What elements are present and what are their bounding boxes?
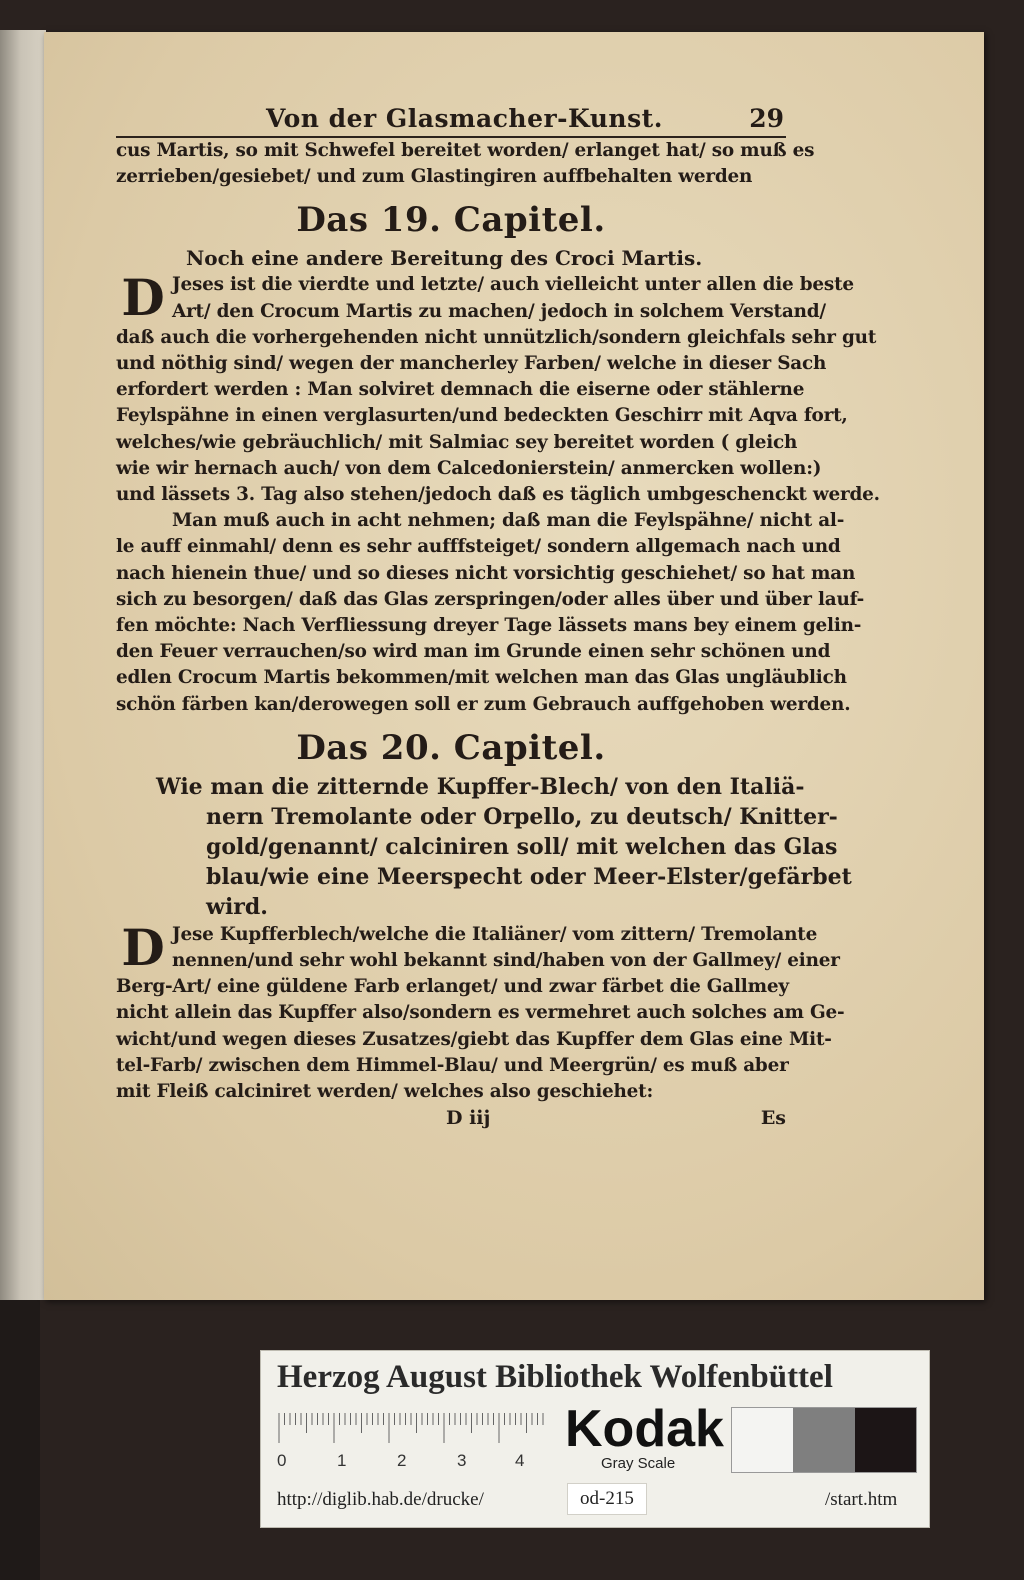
drop-cap-initial: D xyxy=(121,268,165,328)
kodak-logo: Kodak xyxy=(565,1400,724,1458)
ruler-number: 0 xyxy=(277,1451,287,1470)
chapter-20-subtitle-line: wird. xyxy=(206,893,268,920)
text-line: Jeses ist die vierdte und letzte/ auch vielleicht unter allen die beste xyxy=(172,274,854,296)
url-prefix: http://diglib.hab.de/drucke/ xyxy=(277,1489,484,1510)
book-page xyxy=(44,32,984,1300)
chapter-19-subtitle: Noch eine andere Bereitung des Croci Martis. xyxy=(186,246,703,271)
shelfmark: od-215 xyxy=(567,1483,647,1515)
text-line: nennen/und sehr wohl bekannt sind/haben von der Gallmey/ einer xyxy=(172,950,840,972)
library-name: Herzog August Bibliothek Wolfenbüttel xyxy=(277,1359,833,1395)
page-text xyxy=(116,104,880,1137)
text-line: mit Fleiß calciniret werden/ welches also geschiehet: xyxy=(116,1081,654,1103)
swatch-white xyxy=(732,1408,793,1472)
text-line: schön färben kan/derowegen soll er zum Gebrauch auffgehoben werden. xyxy=(116,693,851,715)
text-line: wie wir hernach auch/ von dem Calcedonierstein/ anmercken wollen:) xyxy=(116,457,822,479)
catchword: Es xyxy=(760,1107,786,1130)
ruler-number: 4 xyxy=(515,1451,525,1470)
gray-scale-label: Gray Scale xyxy=(601,1455,676,1472)
text-line: cus Martis, so mit Schwefel bereitet worden/ erlanget hat/ so muß es xyxy=(116,140,815,161)
chapter-19-heading: Das 19. Capitel. xyxy=(296,200,606,241)
chapter-20-subtitle-line: blau/wie eine Meerspecht oder Meer-Elster/gefärbet xyxy=(206,863,852,890)
text-line: le auff einmahl/ denn es sehr aufffsteiget/ sondern allgemach nach und xyxy=(116,536,841,558)
text-line: nach hienein thue/ und so dieses nicht vorsichtig geschiehet/ so hat man xyxy=(116,562,856,584)
gray-scale-swatches xyxy=(731,1407,917,1473)
library-scan-label xyxy=(260,1350,930,1528)
text-line: den Feuer verrauchen/so wird man im Grunde einen sehr schönen und xyxy=(116,641,831,663)
signature-mark: D iij xyxy=(446,1107,491,1130)
ruler-number: 1 xyxy=(337,1451,347,1470)
text-line: sich zu besorgen/ daß das Glas zerspringen/oder alles über und über lauf- xyxy=(116,588,865,610)
chapter-20-subtitle-line: Wie man die zitternde Kupffer-Blech/ von den Italiä- xyxy=(156,773,805,800)
text-line: tel-Farb/ zwischen dem Himmel-Blau/ und Meergrün/ es muß aber xyxy=(116,1054,789,1076)
swatch-gray xyxy=(793,1408,854,1472)
chapter-20-heading: Das 20. Capitel. xyxy=(296,727,606,768)
chapter-20-body xyxy=(116,917,845,1105)
url-suffix: /start.htm xyxy=(825,1489,898,1510)
drop-cap-initial: D xyxy=(121,917,165,977)
running-head-title: Von der Glasmacher-Kunst. xyxy=(266,104,663,133)
page-number: 29 xyxy=(749,104,784,133)
chapter-20-subtitle-line: nern Tremolante oder Orpello, zu deutsch/ Knitter- xyxy=(206,803,838,830)
ruler-number: 3 xyxy=(457,1451,467,1470)
text-line: erfordert werden : Man solviret demnach die eiserne oder stählerne xyxy=(116,379,805,401)
text-line: Art/ den Crocum Martis zu machen/ jedoch in solchem Verstand/ xyxy=(172,300,826,322)
dark-background xyxy=(0,1300,40,1580)
text-line: und nöthig sind/ wegen der mancherley Farben/ welche in dieser Sach xyxy=(116,353,827,375)
running-head xyxy=(116,104,786,138)
text-line: nicht allein das Kupffer also/sondern es vermehret auch solches am Ge- xyxy=(116,1002,845,1024)
text-line: zerrieben/gesiebet/ und zum Glastingiren auffbehalten werden xyxy=(116,166,753,188)
text-line: daß auch die vorhergehenden nicht unnützlich/sondern gleichfals sehr gut xyxy=(116,326,877,348)
adjacent-page-edge xyxy=(0,30,46,1300)
ruler-number: 2 xyxy=(397,1451,407,1470)
text-line: Feylspähne in einen verglasurten/und bedeckten Geschirr mit Aqva fort, xyxy=(116,405,848,427)
page-footer xyxy=(116,1107,786,1137)
scale-ruler xyxy=(277,1409,547,1449)
text-line: Man muß auch in acht nehmen; daß man die Feylspähne/ nicht al- xyxy=(172,510,845,532)
text-line: Berg-Art/ eine güldene Farb erlanget/ und zwar färbet die Gallmey xyxy=(116,976,789,998)
text-line: fen möchte: Nach Verfliessung dreyer Tage lässets mans bey einem gelin- xyxy=(116,615,862,637)
swatch-black xyxy=(855,1408,916,1472)
text-line: edlen Crocum Martis bekommen/mit welchen man das Glas ungläublich xyxy=(116,667,847,689)
chapter-20-subtitle-line: gold/genannt/ calciniren soll/ mit welchen das Glas xyxy=(206,833,838,860)
chapter-19-body xyxy=(116,268,880,717)
text-line: und lässets 3. Tag also stehen/jedoch daß es täglich umbgeschenckt werde. xyxy=(116,484,880,506)
text-line: Jese Kupfferblech/welche die Italiäner/ vom zittern/ Tremolante xyxy=(172,923,818,945)
text-line: welches/wie gebräuchlich/ mit Salmiac sey bereitet worden ( gleich xyxy=(116,431,798,453)
text-line: wicht/und wegen dieses Zusatzes/giebt das Kupffer dem Glas eine Mit- xyxy=(116,1028,832,1050)
